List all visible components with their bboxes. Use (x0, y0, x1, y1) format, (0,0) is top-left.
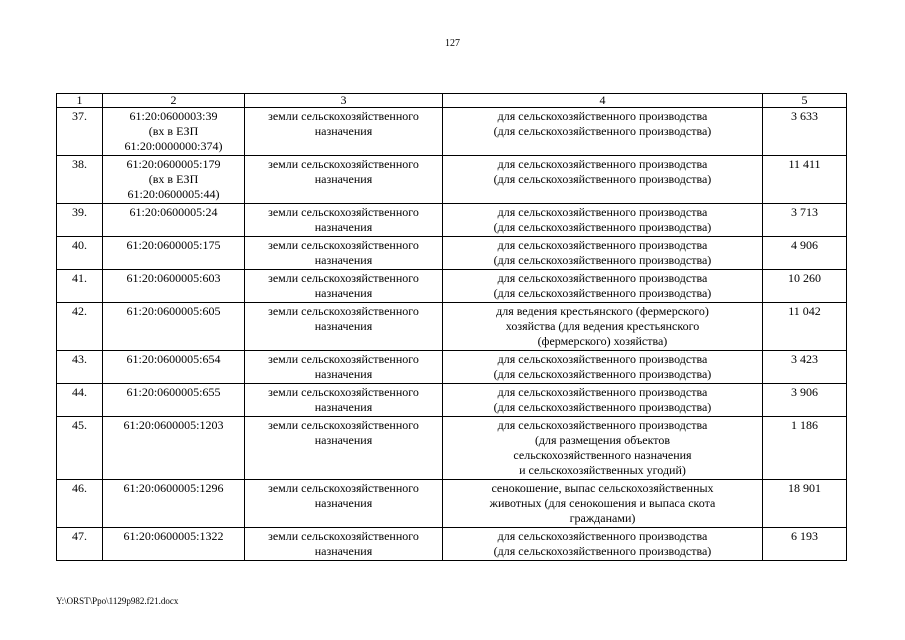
cadastral-number: 61:20:0600005:179 (вх в ЕЗП 61:20:0600005:44) (103, 156, 245, 204)
area-value: 4 906 (763, 237, 847, 270)
area-value: 3 713 (763, 204, 847, 237)
permitted-use: для сельскохозяйственного производства (для сельскохозяйственного производства) (443, 156, 763, 204)
table-body (57, 108, 847, 561)
permitted-use: для сельскохозяйственного производства (для сельскохозяйственного производства) (443, 528, 763, 561)
permitted-use: для ведения крестьянского (фермерского) хозяйства (для ведения крестьянского (фермерского) хозяйства) (443, 303, 763, 351)
table-row (57, 480, 847, 528)
permitted-use: для сельскохозяйственного производства (для сельскохозяйственного производства) (443, 204, 763, 237)
permitted-use: для сельскохозяйственного производства (для сельскохозяйственного производства) (443, 384, 763, 417)
row-number: 46. (57, 480, 103, 528)
header-col-1: 1 (57, 94, 103, 108)
land-category: земли сельскохозяйственного назначения (245, 417, 443, 480)
table-header-row (57, 94, 847, 108)
permitted-use: для сельскохозяйственного производства (для сельскохозяйственного производства) (443, 237, 763, 270)
area-value: 10 260 (763, 270, 847, 303)
permitted-use: для сельскохозяйственного производства (для сельскохозяйственного производства) (443, 351, 763, 384)
row-number: 37. (57, 108, 103, 156)
row-number: 44. (57, 384, 103, 417)
row-number: 43. (57, 351, 103, 384)
cadastral-number: 61:20:0600005:603 (103, 270, 245, 303)
row-number: 45. (57, 417, 103, 480)
land-category: земли сельскохозяйственного назначения (245, 303, 443, 351)
area-value: 6 193 (763, 528, 847, 561)
table-row (57, 237, 847, 270)
permitted-use: для сельскохозяйственного производства (для сельскохозяйственного производства) (443, 108, 763, 156)
permitted-use: для сельскохозяйственного производства (для размещения объектов сельскохозяйственного назначения и сельскохозяйственных угодий) (443, 417, 763, 480)
land-category: земли сельскохозяйственного назначения (245, 351, 443, 384)
row-number: 42. (57, 303, 103, 351)
row-number: 47. (57, 528, 103, 561)
table-row (57, 270, 847, 303)
land-category: земли сельскохозяйственного назначения (245, 270, 443, 303)
header-col-3: 3 (245, 94, 443, 108)
header-col-4: 4 (443, 94, 763, 108)
cadastral-number: 61:20:0600005:605 (103, 303, 245, 351)
area-value: 3 633 (763, 108, 847, 156)
cadastral-number: 61:20:0600005:1296 (103, 480, 245, 528)
table-row (57, 417, 847, 480)
land-category: земли сельскохозяйственного назначения (245, 156, 443, 204)
row-number: 38. (57, 156, 103, 204)
land-category: земли сельскохозяйственного назначения (245, 204, 443, 237)
land-category: земли сельскохозяйственного назначения (245, 237, 443, 270)
area-value: 11 042 (763, 303, 847, 351)
table-row (57, 528, 847, 561)
cadastral-number: 61:20:0600005:1203 (103, 417, 245, 480)
table-row (57, 204, 847, 237)
table-row (57, 384, 847, 417)
land-category: земли сельскохозяйственного назначения (245, 108, 443, 156)
table-row (57, 108, 847, 156)
table-row (57, 351, 847, 384)
cadastral-number: 61:20:0600005:654 (103, 351, 245, 384)
file-path-footer: Y:\ORST\Ppo\1129p982.f21.docx (56, 596, 179, 606)
permitted-use: сенокошение, выпас сельскохозяйственных животных (для сенокошения и выпаса скота гражданами) (443, 480, 763, 528)
row-number: 40. (57, 237, 103, 270)
cadastral-number: 61:20:0600005:1322 (103, 528, 245, 561)
cadastral-number: 61:20:0600003:39 (вх в ЕЗП 61:20:0000000:374) (103, 108, 245, 156)
row-number: 39. (57, 204, 103, 237)
table-row (57, 156, 847, 204)
land-plots-table (56, 93, 847, 561)
page-number: 127 (445, 38, 460, 49)
area-value: 3 423 (763, 351, 847, 384)
land-category: земли сельскохозяйственного назначения (245, 384, 443, 417)
cadastral-number: 61:20:0600005:175 (103, 237, 245, 270)
area-value: 11 411 (763, 156, 847, 204)
land-category: земли сельскохозяйственного назначения (245, 480, 443, 528)
land-category: земли сельскохозяйственного назначения (245, 528, 443, 561)
row-number: 41. (57, 270, 103, 303)
header-col-5: 5 (763, 94, 847, 108)
cadastral-number: 61:20:0600005:24 (103, 204, 245, 237)
table-row (57, 303, 847, 351)
area-value: 1 186 (763, 417, 847, 480)
cadastral-number: 61:20:0600005:655 (103, 384, 245, 417)
area-value: 3 906 (763, 384, 847, 417)
permitted-use: для сельскохозяйственного производства (для сельскохозяйственного производства) (443, 270, 763, 303)
area-value: 18 901 (763, 480, 847, 528)
header-col-2: 2 (103, 94, 245, 108)
